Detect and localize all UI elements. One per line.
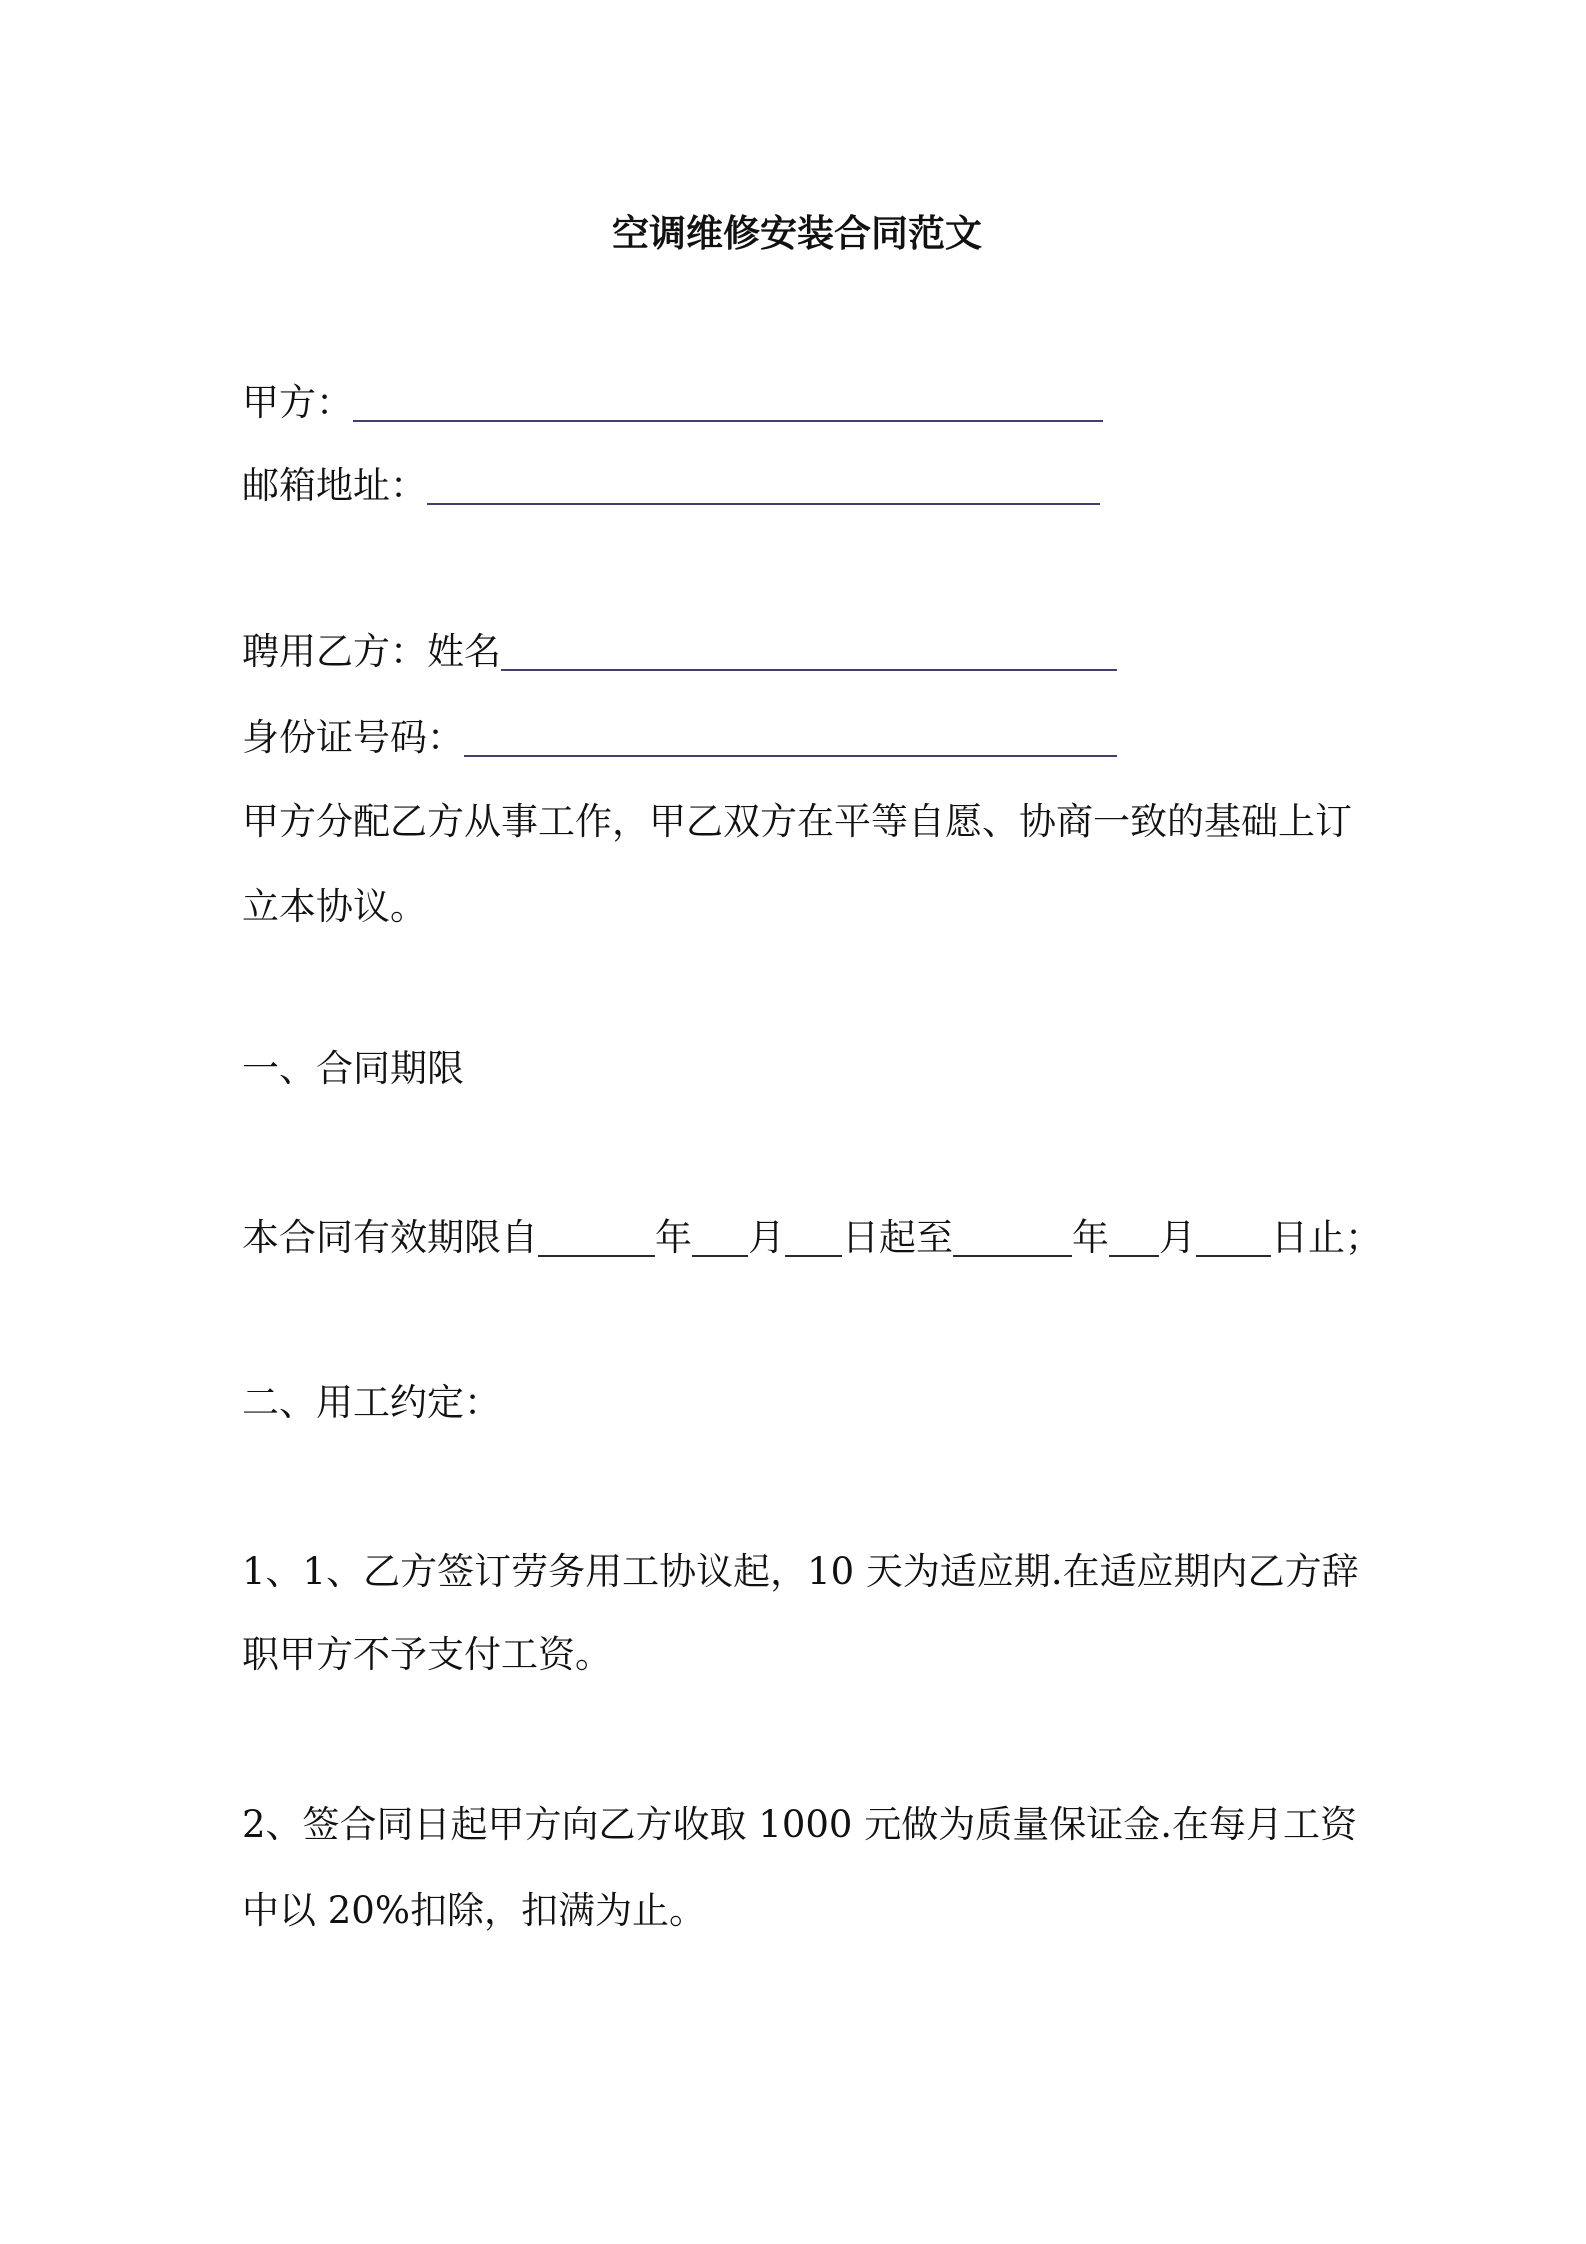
intro-line-2: 立本协议。 (242, 885, 427, 928)
id-number-row (242, 716, 1117, 760)
term-year-2: 年 (1072, 1216, 1109, 1259)
email-label: 邮箱地址： (242, 464, 427, 507)
party-a-row (242, 381, 1103, 425)
email-blank (427, 503, 1100, 505)
intro-line-1: 甲方分配乙方从事工作，甲乙双方在平等自愿、协商一致的基础上订 (242, 800, 1352, 843)
term-day-2: 日止； (1271, 1216, 1382, 1259)
end-month-blank (1109, 1255, 1159, 1257)
term-prefix: 本合同有效期限自 (242, 1216, 538, 1259)
term-year-1: 年 (655, 1216, 692, 1259)
end-year-blank (953, 1255, 1072, 1257)
end-day-blank (1196, 1255, 1271, 1257)
contract-term-line (242, 1216, 1382, 1260)
item2-line-2: 中以 20%扣除，扣满为止。 (242, 1889, 706, 1932)
item2-line-1: 2、签合同日起甲方向乙方收取 1000 元做为质量保证金.在每月工资 (242, 1803, 1357, 1846)
party-b-name-row (242, 630, 1117, 674)
term-day-1: 日起至 (842, 1216, 953, 1259)
id-number-label: 身份证号码： (242, 716, 464, 759)
start-year-blank (538, 1255, 655, 1257)
email-row (242, 464, 1100, 508)
party-b-name-blank (501, 669, 1117, 671)
document-title: 空调维修安装合同范文 (612, 211, 982, 255)
start-day-blank (785, 1255, 842, 1257)
term-month-1: 月 (748, 1216, 785, 1259)
item1-line-1: 1、1、乙方签订劳务用工协议起，10 天为适应期.在适应期内乙方辞 (242, 1550, 1359, 1593)
section2-heading: 二、用工约定： (242, 1381, 501, 1424)
party-b-name-label: 聘用乙方：姓名 (242, 630, 501, 673)
term-month-2: 月 (1159, 1216, 1196, 1259)
section1-heading: 一、合同期限 (242, 1047, 464, 1090)
id-number-blank (464, 755, 1117, 757)
party-a-label: 甲方： (242, 381, 353, 424)
party-a-blank (353, 420, 1103, 422)
item1-line-2: 职甲方不予支付工资。 (242, 1633, 612, 1676)
start-month-blank (692, 1255, 748, 1257)
